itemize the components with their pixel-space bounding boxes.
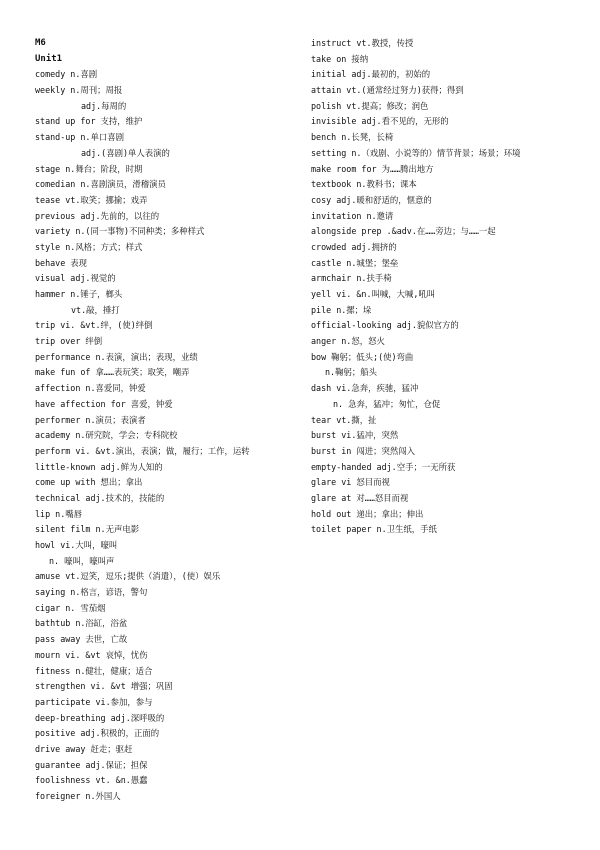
vocab-entry: affection n.喜爱同，钟爱 xyxy=(35,383,146,394)
vocab-entry: drive away 赶走；驱赶 xyxy=(35,743,133,754)
vocab-entry: official-looking adj.貌似官方的 xyxy=(311,320,459,331)
vocab-entry: n. 嚎叫，嚎叫声 xyxy=(49,555,115,566)
vocab-entry: foreigner n.外国人 xyxy=(35,791,121,801)
vocab-entry: previous adj.先前的，以往的 xyxy=(35,210,160,221)
vocab-entry: glare at 对……怒目而视 xyxy=(311,492,409,503)
vocab-entry: come up with 想出；拿出 xyxy=(35,477,143,488)
vocab-entry: performer n.演员；表演者 xyxy=(35,414,146,425)
vocab-entry: variety n.(同一事物)不同种类；多种样式 xyxy=(35,226,205,237)
vocab-entry: cigar n. 雪茄烟 xyxy=(35,602,106,613)
vocab-entry: invisible adj.看不见的，无形的 xyxy=(311,116,449,127)
vocab-entry: make fun of 拿……表玩笑；取笑，嘲弄 xyxy=(35,367,190,378)
vocab-entry: comedian n.喜剧演员，滑稽演员 xyxy=(35,179,166,190)
left-column xyxy=(35,36,307,805)
vocab-entry: silent film n.无声电影 xyxy=(35,524,140,535)
vocab-entry: burst in 闯进；突然闯入 xyxy=(311,445,416,456)
vocab-entry: behave 表现 xyxy=(35,257,88,268)
vocab-entry: pass away 去世，亡故 xyxy=(35,634,128,645)
vocab-entry: mourn vi. &vt 哀悼，忧伤 xyxy=(35,649,148,660)
vocab-entry: perform vi. &vt.演出，表演；做，履行；工作，运转 xyxy=(35,445,250,456)
vocab-entry: burst vi.猛冲，突然 xyxy=(311,430,399,441)
vocab-entry: howl vi.大叫，嚎叫 xyxy=(35,540,118,550)
vocab-entry: bench n.长凳，长椅 xyxy=(311,132,394,143)
section-heading: M6 xyxy=(35,38,46,48)
vocab-entry: positive adj.积极的，正面的 xyxy=(35,728,160,739)
section-heading: Unit1 xyxy=(35,53,63,64)
vocab-entry: stand up for 支持，维护 xyxy=(35,116,143,127)
vocab-entry: invitation n.邀请 xyxy=(311,210,394,221)
vocab-entry: instruct vt.教授，传授 xyxy=(311,38,414,48)
vocab-entry: tease vt.取笑；挪揄；戏弄 xyxy=(35,194,148,205)
vocab-entry: hammer n.锤子，榔头 xyxy=(35,289,123,299)
vocab-entry: initial adj.最初的，初始的 xyxy=(311,69,431,80)
vocab-entry: weekly n.周刊；周报 xyxy=(35,85,123,96)
vocab-entry: amuse vt.逗笑，逗乐;提供（消遣），(使）娱乐 xyxy=(35,571,221,582)
vocab-entry: yell vi. &n.叫喊，大喊,吼叫 xyxy=(311,289,436,299)
vocab-entry: anger n.怒，怒火 xyxy=(311,336,385,347)
vocab-entry: alongside prep .&adv.在……旁边；与……一起 xyxy=(311,226,496,237)
vocab-entry: empty-handed adj.空手；一无所获 xyxy=(311,461,456,472)
vocab-entry: participate vi.参加，参与 xyxy=(35,696,153,707)
vocab-entry: bow 鞠躬；低头;(使)弯曲 xyxy=(311,351,414,362)
vocab-entry: setting n.（戏剧、小说等的）情节背景；场景；环境 xyxy=(311,147,521,158)
vocab-entry: pile n.摞；垛 xyxy=(311,304,372,315)
vocab-entry: trip over 绊倒 xyxy=(35,336,103,347)
vocab-entry: take on 接纳 xyxy=(311,53,369,64)
vocab-entry: deep-breathing adj.深呼吸的 xyxy=(35,712,165,723)
vocab-entry: academy n.研究院，学会；专科院校 xyxy=(35,430,178,441)
vocab-entry: stand-up n.单口喜剧 xyxy=(35,132,124,143)
vocab-entry: cosy adj.暖和舒适的，惬意的 xyxy=(311,194,432,205)
vocab-entry: dash vi.急奔，疾驰，猛冲 xyxy=(311,383,419,394)
vocab-entry: vt.敲，捶打 xyxy=(71,304,120,315)
vocab-entry: bathtub n.浴缸，浴盆 xyxy=(35,618,128,629)
vocab-entry: adj.(喜剧)单人表演的 xyxy=(81,147,170,158)
vocab-entry: fitness n.健壮，健康；适合 xyxy=(35,665,153,676)
vocab-entry: adj.每周的 xyxy=(81,100,127,111)
vocab-entry: toilet paper n.卫生纸，手纸 xyxy=(311,524,437,535)
vocab-entry: n.鞠躬；船头 xyxy=(325,367,377,378)
vocab-entry: castle n.城堡；堡垒 xyxy=(311,257,399,268)
vocab-entry: comedy n.喜剧 xyxy=(35,69,98,80)
vocab-entry: tear vt.撕，扯 xyxy=(311,414,377,425)
vocab-entry: technical adj.技术的，技能的 xyxy=(35,492,165,503)
vocab-entry: n. 急奔，猛冲；匆忙，仓促 xyxy=(333,398,441,409)
vocab-entry: stage n.舞台；阶段，时期 xyxy=(35,163,143,174)
vocab-entry: saying n.格言，谚语，警句 xyxy=(35,587,148,598)
vocab-entry: strengthen vi. &vt 增强；巩固 xyxy=(35,681,173,692)
vocab-entry: polish vt.提高；修改；润色 xyxy=(311,100,429,111)
vocab-entry: hold out 递出；拿出；伸出 xyxy=(311,508,424,519)
vocab-entry: attain vt.(通常经过努力)获得；得到 xyxy=(311,85,464,96)
vocab-entry: glare vi 怒目而视 xyxy=(311,477,390,488)
vocab-entry: make room for 为……腾出地方 xyxy=(311,163,434,174)
vocab-entry: foolishness vt. &n.愚蠢 xyxy=(35,775,148,786)
vocab-entry: performance n.表演，演出；表现，业绩 xyxy=(35,351,198,362)
vocab-entry: trip vi. &vt.绊，(使)绊倒 xyxy=(35,320,153,331)
vocab-entry: visual adj.视觉的 xyxy=(35,273,116,284)
vocab-entry: little-known adj.鲜为人知的 xyxy=(35,461,163,472)
vocab-entry: have affection for 喜爱，钟爱 xyxy=(35,398,173,409)
vocab-entry: guarantee adj.保证；担保 xyxy=(35,759,148,770)
vocab-entry: style n.风格；方式；样式 xyxy=(35,241,143,252)
vocab-entry: textbook n.教科书；课本 xyxy=(311,179,417,190)
vocab-entry: lip n.嘴唇 xyxy=(35,508,83,519)
right-column xyxy=(311,36,591,538)
vocab-entry: crowded adj.拥挤的 xyxy=(311,241,397,252)
vocab-entry: armchair n.扶手椅 xyxy=(311,273,392,284)
